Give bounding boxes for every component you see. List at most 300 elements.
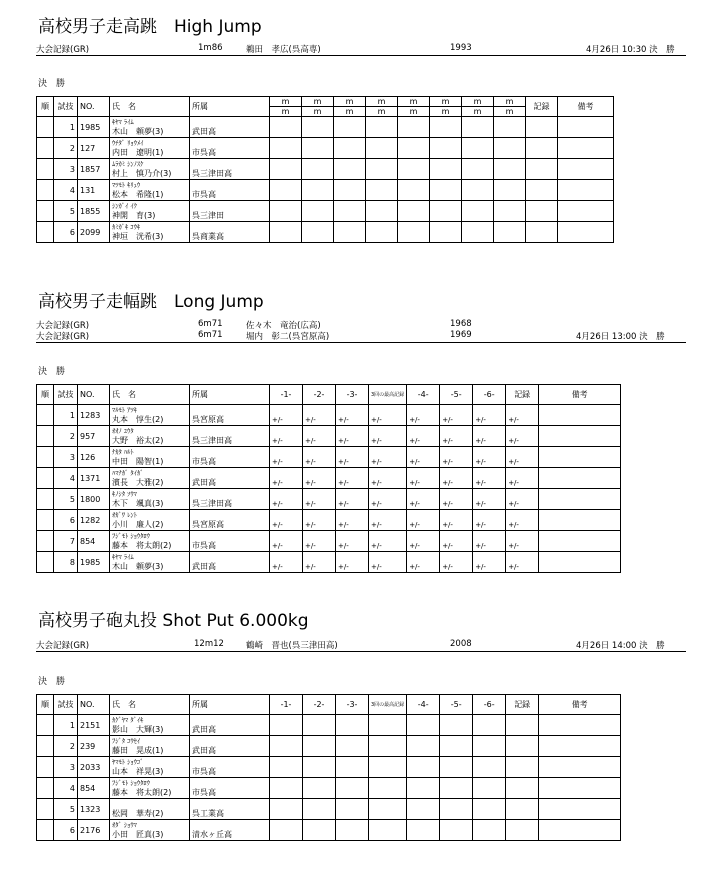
attempt-cell: +/- (336, 447, 369, 468)
table-row (37, 531, 621, 552)
table-row (37, 820, 621, 841)
attempt-cell (440, 736, 473, 757)
athlete-name: 濱長 大雅(2) (112, 478, 164, 487)
attempt-cell: +/- (473, 510, 506, 531)
team-cell (190, 531, 270, 552)
athlete-name: 小川 廉人(2) (112, 520, 164, 529)
attempt-6-header: -6- (473, 695, 506, 715)
shot-put-table (36, 694, 621, 841)
attempt-6-header: -6- (473, 385, 506, 405)
order-cell: 5 (54, 201, 78, 222)
height-unit: m (462, 97, 494, 107)
table-row (37, 799, 621, 820)
attempt-cell (440, 778, 473, 799)
table-row (37, 715, 621, 736)
attempt-cell: +/- (303, 468, 336, 489)
note-header: 備考 (558, 97, 614, 117)
athlete-name-cell (110, 405, 190, 426)
team-spacer (192, 468, 267, 478)
attempt-cell: +/- (407, 531, 440, 552)
attempt-cell (398, 222, 430, 243)
attempt-cell: +/- (473, 489, 506, 510)
attempt-3-header: -3- (336, 695, 369, 715)
order-cell: 2 (54, 736, 78, 757)
team-spacer (192, 531, 267, 541)
attempt-cell: +/- (440, 447, 473, 468)
order-cell: 8 (54, 552, 78, 573)
attempt-cell (270, 201, 302, 222)
attempt-cell (440, 820, 473, 841)
note-cell (539, 426, 621, 447)
attempt-cell: +/- (369, 531, 407, 552)
attempt-cell: +/- (506, 531, 539, 552)
attempt-cell: +/- (270, 531, 303, 552)
attempt-4-header: -4- (407, 695, 440, 715)
attempt-3-header: -3- (336, 385, 369, 405)
order-cell: 5 (54, 799, 78, 820)
attempt-cell: +/- (369, 405, 407, 426)
attempt-cell (407, 736, 440, 757)
attempt-cell (494, 222, 526, 243)
attempt-cell (302, 201, 334, 222)
bib-number-cell: 2033 (78, 757, 110, 778)
hj-divider (36, 55, 686, 56)
team-spacer (192, 778, 267, 788)
attempt-cell (336, 820, 369, 841)
athlete-name: 松本 希隆(1) (112, 190, 164, 199)
attempt-cell: +/- (407, 468, 440, 489)
note-cell (539, 405, 621, 426)
athlete-kana (112, 799, 187, 809)
athlete-kana: ｷﾉｼﾀ ｿｳﾏ (112, 490, 137, 498)
attempt-cell (462, 159, 494, 180)
hj-record-holder: 鵜田 孝広(呉高専) (246, 45, 321, 55)
attempt-cell: +/- (506, 405, 539, 426)
athlete-kana: ﾌｼﾞﾀ ｺｳｾｲ (112, 737, 141, 745)
team-name: 武田高 (192, 562, 216, 571)
shot-put-title: 高校男子砲丸投 Shot Put 6.000kg (38, 611, 309, 631)
team-cell (190, 820, 270, 841)
athlete-kana: ﾌｼﾞﾓﾄ ｼｮｳﾀﾛｳ (112, 779, 150, 787)
attempt-2-header: -2- (303, 695, 336, 715)
attempt-cell (473, 778, 506, 799)
athlete-name: 藤本 将太朗(2) (112, 788, 172, 797)
team-name: 呉三津田高 (192, 436, 232, 445)
sp-record-year: 2008 (450, 639, 472, 649)
attempt-cell (494, 201, 526, 222)
attempt-cell (303, 778, 336, 799)
record-cell (526, 222, 558, 243)
lj-record-year-2: 1969 (450, 330, 472, 340)
rank-cell (37, 799, 54, 820)
table-row (37, 426, 621, 447)
attempt-cell (270, 715, 303, 736)
rank-cell (37, 201, 54, 222)
order-cell: 1 (54, 715, 78, 736)
lj-record-label-2: 大会記録(GR) (36, 332, 90, 342)
team-cell (190, 489, 270, 510)
record-cell (526, 117, 558, 138)
rank-cell (37, 222, 54, 243)
attempt-cell (336, 736, 369, 757)
bib-number-cell: 131 (78, 180, 110, 201)
rank-cell (37, 489, 54, 510)
table-row (37, 552, 621, 573)
athlete-name: 村上 慎乃介(3) (112, 169, 172, 178)
sp-record-mark: 12m12 (194, 639, 224, 649)
attempt-cell (462, 201, 494, 222)
attempt-cell (336, 778, 369, 799)
note-cell (558, 180, 614, 201)
hj-record-label: 大会記録(GR) (36, 45, 90, 55)
record-cell (526, 201, 558, 222)
attempt-cell (270, 757, 303, 778)
rank-cell (37, 715, 54, 736)
sp-record-label: 大会記録(GR) (36, 641, 90, 651)
attempt-cell (473, 757, 506, 778)
attempt-cell (462, 117, 494, 138)
rank-header: 順 (37, 97, 54, 117)
order-cell: 3 (54, 757, 78, 778)
lj-record-holder-2: 堀内 彰二(呉宮原高) (246, 332, 330, 342)
attempt-cell (303, 736, 336, 757)
athlete-name-cell (110, 531, 190, 552)
athlete-name: 大野 裕太(2) (112, 436, 164, 445)
athlete-name: 藤本 将太朗(2) (112, 541, 172, 550)
athlete-name-cell (110, 426, 190, 447)
bib-number-cell: 1855 (78, 201, 110, 222)
height-unit: m (430, 97, 462, 107)
note-cell (539, 468, 621, 489)
attempt-cell: +/- (506, 489, 539, 510)
attempt-cell: +/- (369, 468, 407, 489)
team-cell (190, 715, 270, 736)
no-header: NO. (78, 97, 110, 117)
team-name: 武田高 (192, 478, 216, 487)
team-spacer (192, 799, 267, 809)
attempt-1-header: -1- (270, 695, 303, 715)
attempt-cell: +/- (506, 426, 539, 447)
athlete-name-cell (110, 180, 190, 201)
athlete-name: 神開 育(3) (112, 211, 156, 220)
bib-number-cell: 1323 (78, 799, 110, 820)
attempt-cell: +/- (270, 426, 303, 447)
note-cell (539, 489, 621, 510)
team-spacer (192, 201, 267, 211)
attempt-cell (366, 180, 398, 201)
note-cell (558, 201, 614, 222)
attempt-cell: +/- (440, 531, 473, 552)
note-cell (539, 447, 621, 468)
record-cell (526, 138, 558, 159)
team-spacer (192, 715, 267, 725)
attempt-cell (270, 117, 302, 138)
hj-round-label: 決 勝 (38, 79, 66, 89)
attempt-cell (369, 757, 407, 778)
long-jump-table (36, 384, 621, 573)
attempt-cell: +/- (506, 510, 539, 531)
rank-cell (37, 531, 54, 552)
attempt-cell (506, 778, 539, 799)
attempt-cell: +/- (407, 426, 440, 447)
attempt-cell (270, 138, 302, 159)
bib-number-cell: 126 (78, 447, 110, 468)
team-spacer (192, 405, 267, 415)
lj-divider (36, 342, 686, 343)
attempt-cell: +/- (336, 426, 369, 447)
note-header: 備考 (539, 695, 621, 715)
athlete-name-cell (110, 510, 190, 531)
rank-header: 順 (37, 385, 54, 405)
order-cell: 4 (54, 778, 78, 799)
bib-number-cell: 1282 (78, 510, 110, 531)
note-cell (539, 552, 621, 573)
attempt-cell (398, 138, 430, 159)
attempt-cell (462, 138, 494, 159)
attempt-cell: +/- (270, 489, 303, 510)
attempt-cell (303, 715, 336, 736)
athlete-kana: ﾅｶﾀ ﾊﾙﾄ (112, 448, 134, 456)
attempt-cell: +/- (506, 552, 539, 573)
bib-number-cell: 127 (78, 138, 110, 159)
attempt-cell (398, 159, 430, 180)
athlete-name-cell (110, 778, 190, 799)
attempt-cell (440, 799, 473, 820)
height-unit: m (270, 97, 302, 107)
attempt-cell (369, 715, 407, 736)
attempt-cell (462, 222, 494, 243)
lj-record-schedule: 4月26日 13:00 決 勝 (576, 332, 665, 342)
height-unit: m (334, 107, 366, 117)
athlete-kana: ｷﾔﾏ ﾗｲﾑ (112, 118, 134, 126)
team-spacer (192, 447, 267, 457)
attempt-cell: +/- (303, 531, 336, 552)
attempt-cell (302, 180, 334, 201)
rank-cell (37, 447, 54, 468)
attempt-cell (506, 715, 539, 736)
athlete-name-cell (110, 468, 190, 489)
team-header: 所属 (190, 695, 270, 715)
table-row (37, 117, 614, 138)
rank-cell (37, 117, 54, 138)
name-header: 氏 名 (110, 97, 190, 117)
rank-cell (37, 510, 54, 531)
attempt-cell: +/- (440, 489, 473, 510)
team-cell (190, 180, 270, 201)
attempt-cell: +/- (369, 552, 407, 573)
team-name: 市呉高 (192, 457, 216, 466)
athlete-kana: ﾌｼﾞﾓﾄ ｼｮｳﾀﾛｳ (112, 532, 150, 540)
order-cell: 1 (54, 117, 78, 138)
attempt-cell: +/- (440, 552, 473, 573)
attempt-cell (303, 757, 336, 778)
table-row (37, 778, 621, 799)
athlete-name: 丸本 惇生(2) (112, 415, 164, 424)
hj-record-year: 1993 (450, 43, 472, 53)
team-spacer (192, 138, 267, 148)
table-row (37, 405, 621, 426)
attempt-cell: +/- (270, 405, 303, 426)
name-header: 氏 名 (110, 695, 190, 715)
team-spacer (192, 736, 267, 746)
attempt-cell (334, 159, 366, 180)
attempt-cell: +/- (473, 447, 506, 468)
attempt-cell (366, 201, 398, 222)
note-cell (539, 531, 621, 552)
team-cell (190, 159, 270, 180)
athlete-kana: ﾑﾗｶﾐ ｼﾝﾉｽｹ (112, 160, 144, 168)
order-cell: 6 (54, 510, 78, 531)
attempt-cell: +/- (303, 510, 336, 531)
attempt-cell (336, 715, 369, 736)
rank-cell (37, 757, 54, 778)
attempt-cell (303, 799, 336, 820)
rank-cell (37, 468, 54, 489)
team-cell (190, 778, 270, 799)
attempt-cell: +/- (303, 405, 336, 426)
bib-number-cell: 1985 (78, 117, 110, 138)
team-spacer (192, 510, 267, 520)
attempt-cell: +/- (473, 552, 506, 573)
rank-cell (37, 159, 54, 180)
attempt-cell (369, 736, 407, 757)
athlete-kana: ﾏﾂﾓﾄ ｷﾘｭｳ (112, 181, 141, 189)
hj-record-schedule: 4月26日 10:30 決 勝 (586, 45, 675, 55)
team-spacer (192, 757, 267, 767)
height-unit: m (462, 107, 494, 117)
team-cell (190, 736, 270, 757)
attempt-cell: +/- (336, 552, 369, 573)
athlete-name-cell (110, 201, 190, 222)
attempt-cell (506, 799, 539, 820)
attempt-cell (473, 820, 506, 841)
attempt-cell (398, 117, 430, 138)
athlete-kana: ｵｵﾉ ﾕｳﾀ (112, 427, 134, 435)
name-header: 氏 名 (110, 385, 190, 405)
team-cell (190, 447, 270, 468)
team-name: 市呉高 (192, 148, 216, 157)
attempt-cell: +/- (270, 447, 303, 468)
attempt-cell: +/- (407, 405, 440, 426)
attempt-cell (302, 159, 334, 180)
height-unit: m (494, 107, 526, 117)
attempt-cell (407, 778, 440, 799)
attempt-cell (270, 820, 303, 841)
sp-round-label: 決 勝 (38, 677, 66, 687)
attempt-cell (334, 201, 366, 222)
team-name: 武田高 (192, 746, 216, 755)
team-spacer (192, 552, 267, 562)
rank-cell (37, 778, 54, 799)
team-cell (190, 468, 270, 489)
height-unit: m (398, 107, 430, 117)
team-name: 市呉高 (192, 767, 216, 776)
attempt-cell (398, 201, 430, 222)
attempt-cell: +/- (336, 510, 369, 531)
attempt-cell: +/- (303, 447, 336, 468)
attempt-cell (506, 736, 539, 757)
order-cell: 2 (54, 138, 78, 159)
record-header: 記録 (506, 695, 539, 715)
attempt-cell: +/- (336, 405, 369, 426)
team-name: 呉三津田高 (192, 169, 232, 178)
note-cell (539, 778, 621, 799)
attempt-cell: +/- (336, 468, 369, 489)
attempt-cell (302, 117, 334, 138)
order-cell: 4 (54, 468, 78, 489)
team-cell (190, 138, 270, 159)
attempt-cell (334, 180, 366, 201)
team-name: 清水ヶ丘高 (192, 830, 232, 839)
rank-cell (37, 736, 54, 757)
order-cell: 7 (54, 531, 78, 552)
team-cell (190, 552, 270, 573)
attempt-cell (366, 222, 398, 243)
order-cell: 4 (54, 180, 78, 201)
athlete-kana: ﾊﾏﾅｶﾞ ﾀｲｶﾞ (112, 469, 144, 477)
attempt-cell (440, 757, 473, 778)
table-header-row (37, 385, 621, 405)
team-name: 呉宮原高 (192, 520, 224, 529)
attempt-cell (430, 201, 462, 222)
lj-record-label-1: 大会記録(GR) (36, 321, 90, 331)
attempt-cell (369, 799, 407, 820)
record-header: 記録 (506, 385, 539, 405)
team-cell (190, 426, 270, 447)
athlete-name: 中田 陽智(1) (112, 457, 164, 466)
order-cell: 2 (54, 426, 78, 447)
team-name: 武田高 (192, 127, 216, 136)
bib-number-cell: 854 (78, 531, 110, 552)
order-cell: 5 (54, 489, 78, 510)
attempt-cell: +/- (407, 489, 440, 510)
athlete-kana: ｳﾁﾀﾞ ﾘｮｳﾒｲ (112, 139, 144, 147)
rank-cell (37, 138, 54, 159)
hj-record-mark: 1m86 (198, 43, 223, 53)
athlete-kana: ｼﾝｶﾞｲ ｲｸ (112, 202, 137, 210)
team-cell (190, 510, 270, 531)
athlete-name-cell (110, 799, 190, 820)
athlete-name-cell (110, 489, 190, 510)
athlete-name: 神垣 洸希(3) (112, 232, 164, 241)
bib-number-cell: 2151 (78, 715, 110, 736)
athlete-name-cell (110, 159, 190, 180)
table-row (37, 447, 621, 468)
table-row (37, 180, 614, 201)
attempt-cell (302, 138, 334, 159)
athlete-name-cell (110, 447, 190, 468)
team-cell (190, 201, 270, 222)
table-header-row (37, 97, 614, 107)
order-header: 試技 (54, 385, 78, 405)
sp-divider (36, 651, 686, 652)
attempt-cell (366, 117, 398, 138)
attempt-cell (336, 757, 369, 778)
table-row (37, 159, 614, 180)
height-unit: m (366, 97, 398, 107)
order-cell: 3 (54, 447, 78, 468)
athlete-name-cell (110, 715, 190, 736)
height-unit: m (366, 107, 398, 117)
athlete-name-cell (110, 138, 190, 159)
attempt-cell (494, 180, 526, 201)
attempt-cell: +/- (440, 468, 473, 489)
order-header: 試技 (54, 695, 78, 715)
attempt-cell: +/- (407, 510, 440, 531)
table-row (37, 736, 621, 757)
team-spacer (192, 159, 267, 169)
table-row (37, 468, 621, 489)
